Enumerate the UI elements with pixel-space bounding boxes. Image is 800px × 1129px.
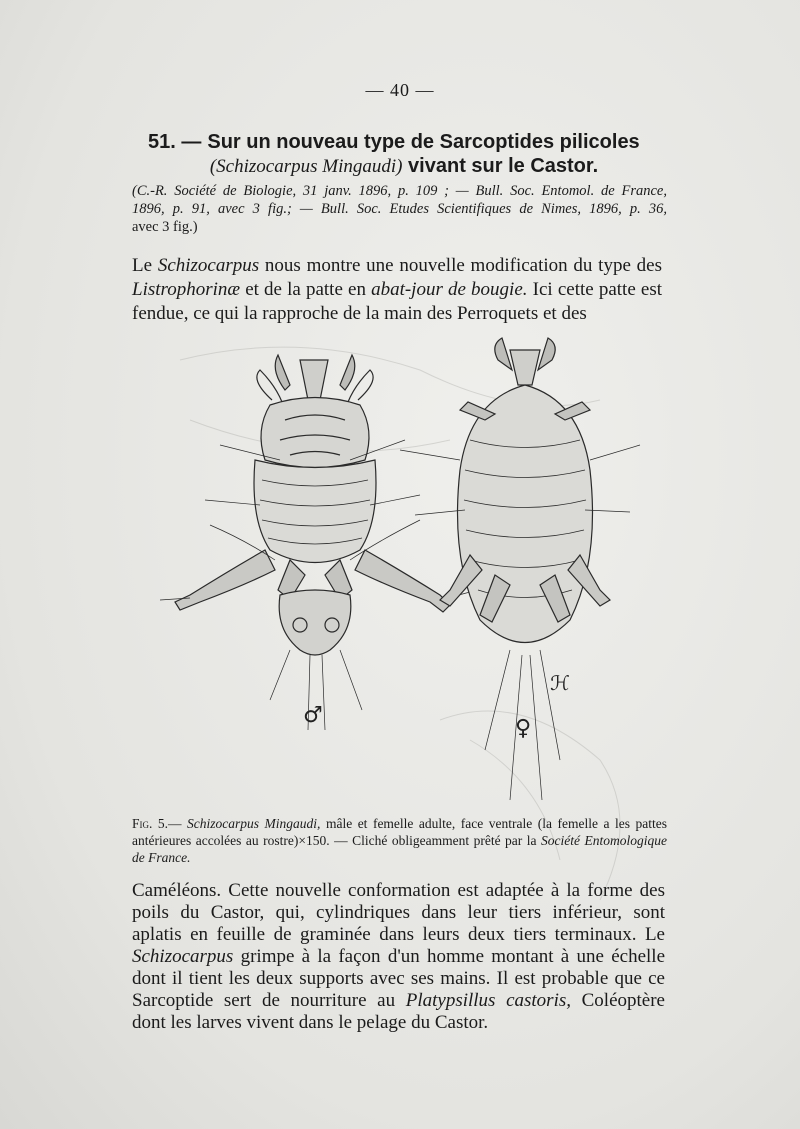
male-symbol: ♂ [303,703,323,728]
body-text: grimpe à la façon d'un homme montant à une échelle [233,946,665,967]
artist-monogram: ℋ [550,671,570,695]
section-heading [148,130,678,179]
intro-text: et de la patte en [240,279,372,300]
heading-line-2-rest: vivant sur le Castor. [408,155,599,177]
female-symbol: ♀ [514,716,532,741]
body-line [132,990,665,1012]
heading-species: (Schizocarpus Mingaudi) [209,156,403,177]
body-line [132,946,665,968]
body-italic: Platypsillus castoris, [405,990,571,1011]
references [132,182,667,236]
body-italic: Schizocarpus [132,946,234,967]
intro-paragraph [132,254,662,326]
intro-text: Le [132,255,158,276]
body-line: poils du Castor, qui, cylindriques dans leur tiers inférieur, sont [132,902,665,923]
reference-line: 1896, p. 91, avec 3 fig.; — Bull. Soc. Etudes Scientifiques de Nimes, 1896, p. 36, [132,201,667,217]
reference-line: (C.-R. Société de Biologie, 31 janv. 1896, p. 109 ; — Bull. Soc. Entomol. de France, [132,183,667,199]
body-text: Sarcoptide sert de nourriture au [132,990,406,1011]
heading-line-1: Sur un nouveau type de Sarcoptides pilicoles [207,131,640,153]
page-number: — 40 — [365,80,435,100]
caption-text: mâle et femelle adulte, face ventrale (la femelle a les pattes antérieures accolées au rostre)×150. — Cliché obligeamment prêté par la [132,816,668,848]
body-line: dont les larves vivent dans le pelage du Castor. [132,1012,489,1033]
intro-italic: abat-jour de bougie. [371,279,528,300]
caption-society: Société Entomologique de France. [132,833,667,865]
caption-species: Schizocarpus Mingaudi, [187,816,321,831]
intro-italic: Listrophorinæ [132,279,241,300]
figure-caption [132,815,667,866]
male-mite-illustration [160,355,470,730]
intro-italic: Schizocarpus [157,255,260,276]
body-line: Caméléons. Cette nouvelle conformation est adaptée à la forme des [132,880,665,901]
mite-figure [150,330,670,810]
body-paragraph [132,880,665,1034]
section-number: 51. — [148,131,202,153]
body-line: aplatis en feuille de graminée dans leurs deux tiers terminaux. Le [132,924,665,945]
body-line: dont il tient les deux supports avec ses mains. Il est probable que ce [132,968,665,989]
body-text: Coléoptère [571,990,665,1011]
intro-text: Ici cette patte est fendue, ce qui la rapproche de la main des Perroquets et des [132,279,662,324]
heading-line-2 [148,154,678,179]
caption-figure-number: Fig. 5.— [132,816,182,831]
reference-line: avec 3 fig.) [132,219,198,235]
intro-text: nous montre une nouvelle modification du type des [259,255,662,276]
